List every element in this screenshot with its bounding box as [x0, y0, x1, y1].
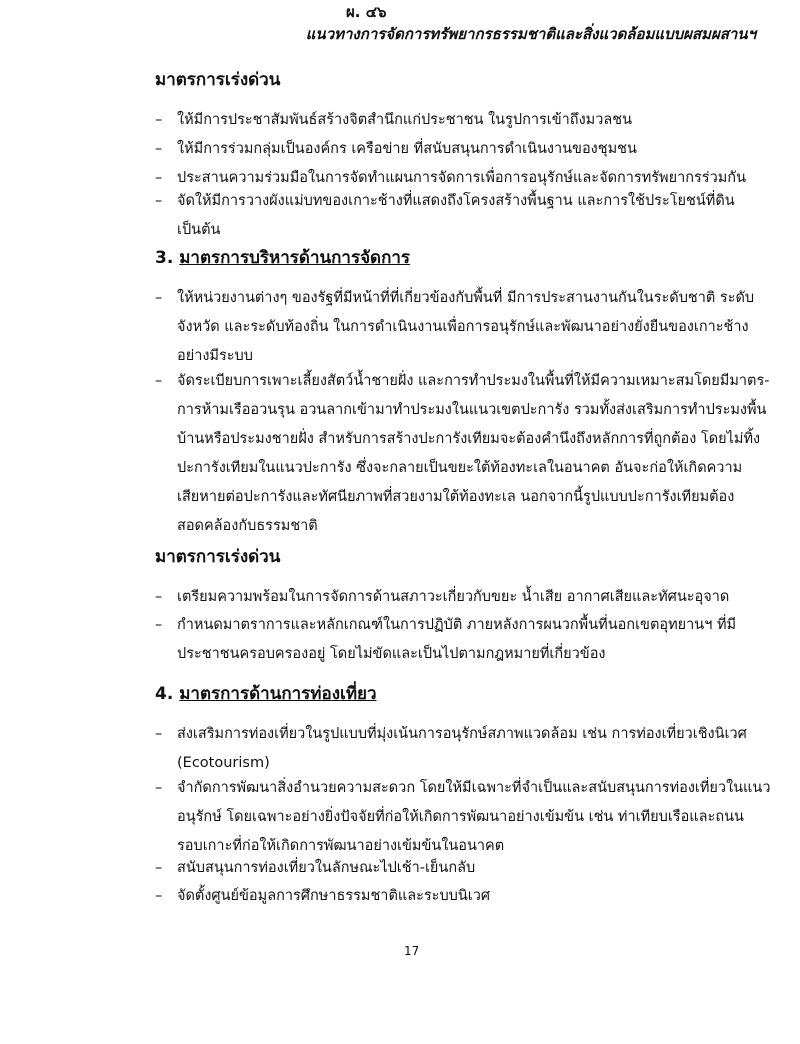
list-item: – ประสานความร่วมมือในการจัดทำแผนการจัดการเพื่อการอนุรักษ์และจัดการทรัพยากรร่วมกัน — [155, 170, 746, 186]
list-item: – จัดตั้งศูนย์ข้อมูลการศึกษาธรรมชาติและระบบนิเวศ — [155, 888, 491, 904]
section-heading: 4. มาตรการด้านการท่องเที่ยว — [155, 684, 377, 704]
list-item: – ให้มีการประชาสัมพันธ์สร้างจิตสำนึกแก่ประชาชน ในรูปการเข้าถึงมวลชน — [155, 112, 633, 128]
list-item: – ให้หน่วยงานต่างๆ ของรัฐที่มีหน้าที่ที่เกี่ยวข้องกับพื้นที่ มีการประสานงานกันในระดับชาติ ระดับ จังหวัด และระดับท้องถิ่น ในการดำเนินงานเพื่อการอนุรักษ์และพัฒนาอย่างยั่งยืนของเกาะช้าง อย่างมีระบบ — [155, 290, 755, 364]
header-page-number: ผ. ๔๖ — [346, 3, 387, 21]
section-heading: 3. มาตรการบริหารด้านการจัดการ — [155, 248, 411, 268]
list-item: – ให้มีการร่วมกลุ่มเป็นองค์กร เครือข่าย ที่สนับสนุนการดำเนินงานของชุมชน — [155, 141, 637, 157]
list-item: – จำกัดการพัฒนาสิ่งอำนวยความสะดวก โดยให้มีเฉพาะที่จำเป็นและสนับสนุนการท่องเที่ยวในแนว อนุรักษ์ โดยเฉพาะอย่างยิ่งปัจจัยที่ก่อให้เกิดการพัฒนาอย่างเข้มข้น เช่น ท่าเทียบเรือและถนน รอบเกาะที่ก่อให้เกิดการพัฒนาอย่างเข้มข้นในอนาคต — [155, 780, 771, 854]
list-item: – จัดระเบียบการเพาะเลี้ยงสัตว์น้ำชายฝั่ง และการทำประมงในพื้นที่ให้มีความเหมาะสมโดยมีมาตร- การห้ามเรืออวนรุน อวนลากเข้ามาทำประมงในแนวเขตปะการัง รวมทั้งส่งเสริมการทำประมงพื้น บ้านหรือประมงชายฝั่ง สำหรับการสร้างปะการังเทียมจะต้องคำนึงถึงหลักการที่ถูกต้อง โดยไม่ทิ้ง ปะการังเทียมในแนวปะการัง ซึ่งจะกลายเป็นขยะใต้ท้องทะเลในอนาคต อันจะก่อให้เกิดความ เสียหายต่อปะการังและทัศนียภาพที่สวยงามใต้ท้องทะเล นอกจากนี้รูปแบบปะการังเทียมต้อง สอดคล้องกับธรรมชาติ — [155, 373, 770, 534]
section-heading: มาตรการเร่งด่วน — [155, 70, 281, 90]
footer-page-number: 17 — [404, 944, 420, 958]
section-heading: มาตรการเร่งด่วน — [155, 547, 281, 567]
list-item: – เตรียมความพร้อมในการจัดการด้านสภาวะเกี่ยวกับขยะ น้ำเสีย อากาศเสียและทัศนะอุจาด — [155, 589, 730, 605]
list-item: – กำหนดมาตราการและหลักเกณฑ์ในการปฏิบัติ ภายหลังการผนวกพื้นที่นอกเขตอุทยานฯ ที่มี ประชาชนครอบครองอยู่ โดยไม่ขัดและเป็นไปตามกฎหมายที่เกี่ยวข้อง — [155, 617, 737, 662]
list-item: – จัดให้มีการวางผังแม่บทของเกาะช้างที่แสดงถึงโครงสร้างพื้นฐาน และการใช้ประโยชน์ที่ดิน เป็นต้น — [155, 193, 735, 238]
running-title: แนวทางการจัดการทรัพยากรธรรมชาติและสิ่งแวดล้อมแบบผสมผสานฯ — [305, 25, 756, 43]
list-item: – ส่งเสริมการท่องเที่ยวในรูปแบบที่มุ่งเน้นการอนุรักษ์สภาพแวดล้อม เช่น การท่องเที่ยวเชิงนิเวศ (Ecotourism) — [155, 726, 747, 771]
list-item: – สนับสนุนการท่องเที่ยวในลักษณะไปเช้า-เย็นกลับ — [155, 860, 476, 876]
